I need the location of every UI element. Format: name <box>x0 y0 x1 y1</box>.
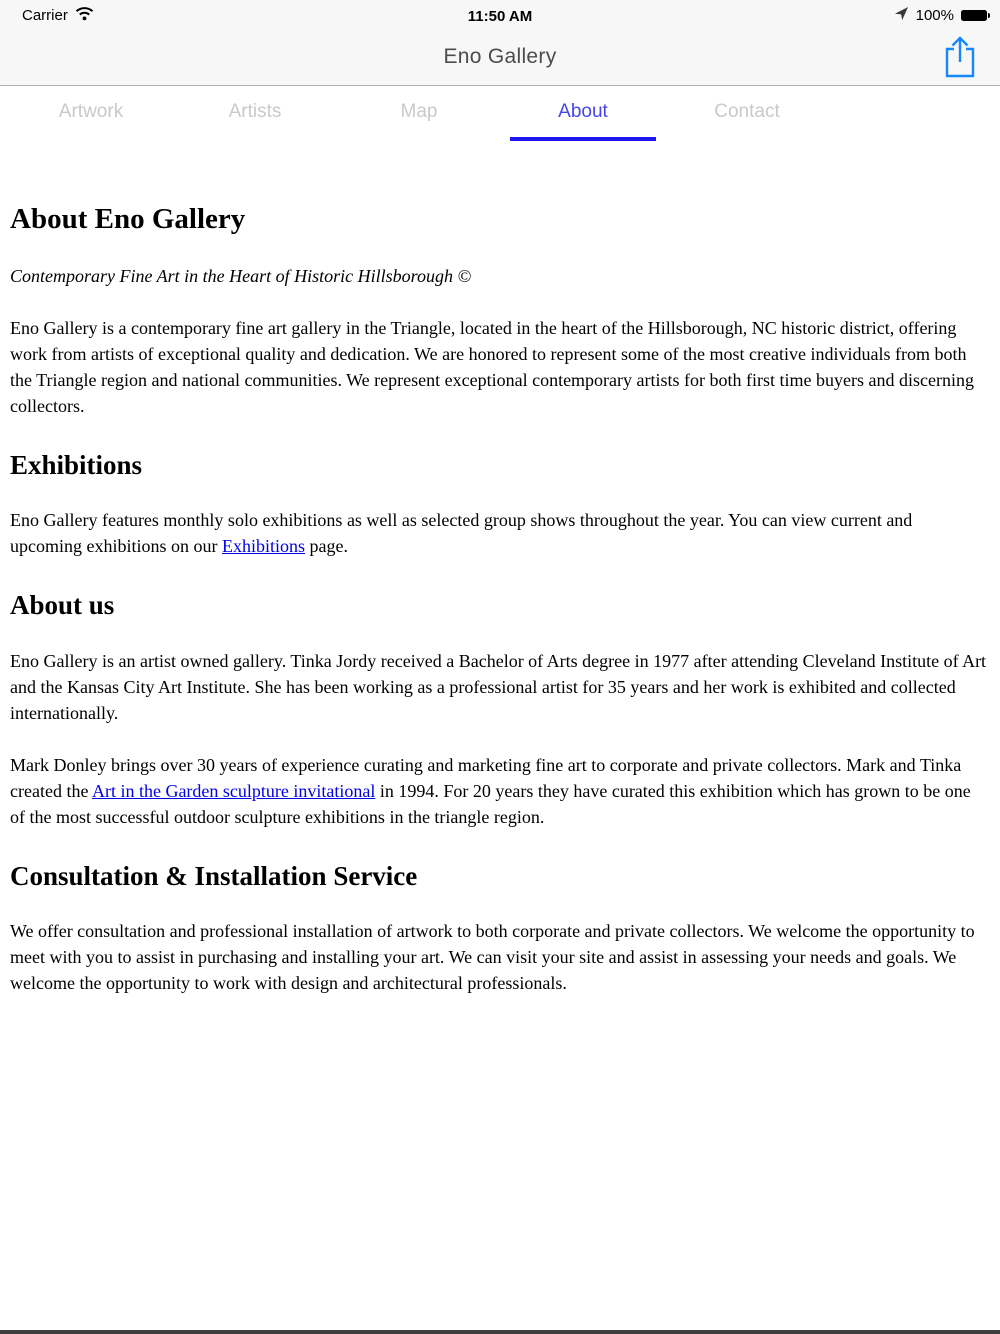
about-content <box>0 150 1000 996</box>
battery-percent-label: 100% <box>915 7 954 24</box>
tab-label: Map <box>400 101 438 122</box>
nav-bar <box>0 29 1000 86</box>
tab-label: Artwork <box>58 101 124 122</box>
tab-map[interactable] <box>337 86 501 150</box>
section-heading: About Eno Gallery <box>10 203 246 235</box>
status-time: 11:50 AM <box>467 7 533 25</box>
paragraph: Eno Gallery is a contemporary fine art gallery in the Triangle, located in the heart of the Hillsborough, NC historic district, offering work from artists of exceptional quality and dedication. We are honored to represent some of the most creative individuals from both the Triangle region and national communities. We represent exceptional contemporary artists for both first time buyers and discerning collectors. <box>10 317 974 416</box>
paragraph: We offer consultation and professional installation of artwork to both corporate and private collectors. We welcome the opportunity to meet with you to assist in purchasing and installing your art. We can visit your site and assist in assessing your needs and goals. We welcome the opportunity to work with design and architectural professionals. <box>10 920 975 993</box>
paragraph: Eno Gallery is an artist owned gallery. Tinka Jordy received a Bachelor of Arts degree in 1977 after attending Cleveland Institute of Art and the Kansas City Art Institute. She has been working as a professional artist for 35 years and her work is exhibited and collected internationally. <box>10 650 987 723</box>
paragraph: Mark Donley brings over 30 years of experience curating and marketing fine art to corporate and private collectors. Mark and Tinka created the Art in the Garden sculpture invitational in 1994. For 20 years they have curated this exhibition which has grown to be one of the most successful outdoor sculpture exhibitions in the triangle region. <box>10 754 971 827</box>
tagline: Contemporary Fine Art in the Heart of Historic Hillsborough © <box>10 265 472 286</box>
paragraph: Eno Gallery features monthly solo exhibitions as well as selected group shows throughout the year. You can view current and upcoming exhibitions on our Exhibitions page. <box>10 510 913 557</box>
status-left <box>22 6 94 25</box>
battery-icon <box>961 10 990 21</box>
bottom-bar <box>0 1330 1000 1334</box>
carrier-label: Carrier <box>22 7 68 24</box>
tab-label: Contact <box>714 101 780 122</box>
wifi-icon <box>75 6 94 25</box>
tab-artists[interactable] <box>173 86 337 150</box>
tab-label: Artists <box>228 101 282 122</box>
status-bar <box>0 0 1000 29</box>
section-heading: Consultation & Installation Service <box>10 860 418 891</box>
status-right <box>894 6 990 25</box>
tab-artwork[interactable] <box>9 86 173 150</box>
share-button[interactable] <box>939 36 981 80</box>
share-icon <box>942 35 978 82</box>
tab-about[interactable] <box>501 86 665 150</box>
section-heading: About us <box>10 590 115 621</box>
inline-link[interactable]: Exhibitions <box>221 536 305 557</box>
tab-bar <box>0 86 1000 150</box>
page-title: Eno Gallery <box>443 45 557 68</box>
tab-label: About <box>558 101 608 122</box>
inline-link[interactable]: Art in the Garden sculpture invitational <box>91 780 376 801</box>
location-arrow-icon <box>894 6 909 25</box>
tab-contact[interactable] <box>665 86 829 150</box>
section-heading: Exhibitions <box>10 449 143 480</box>
